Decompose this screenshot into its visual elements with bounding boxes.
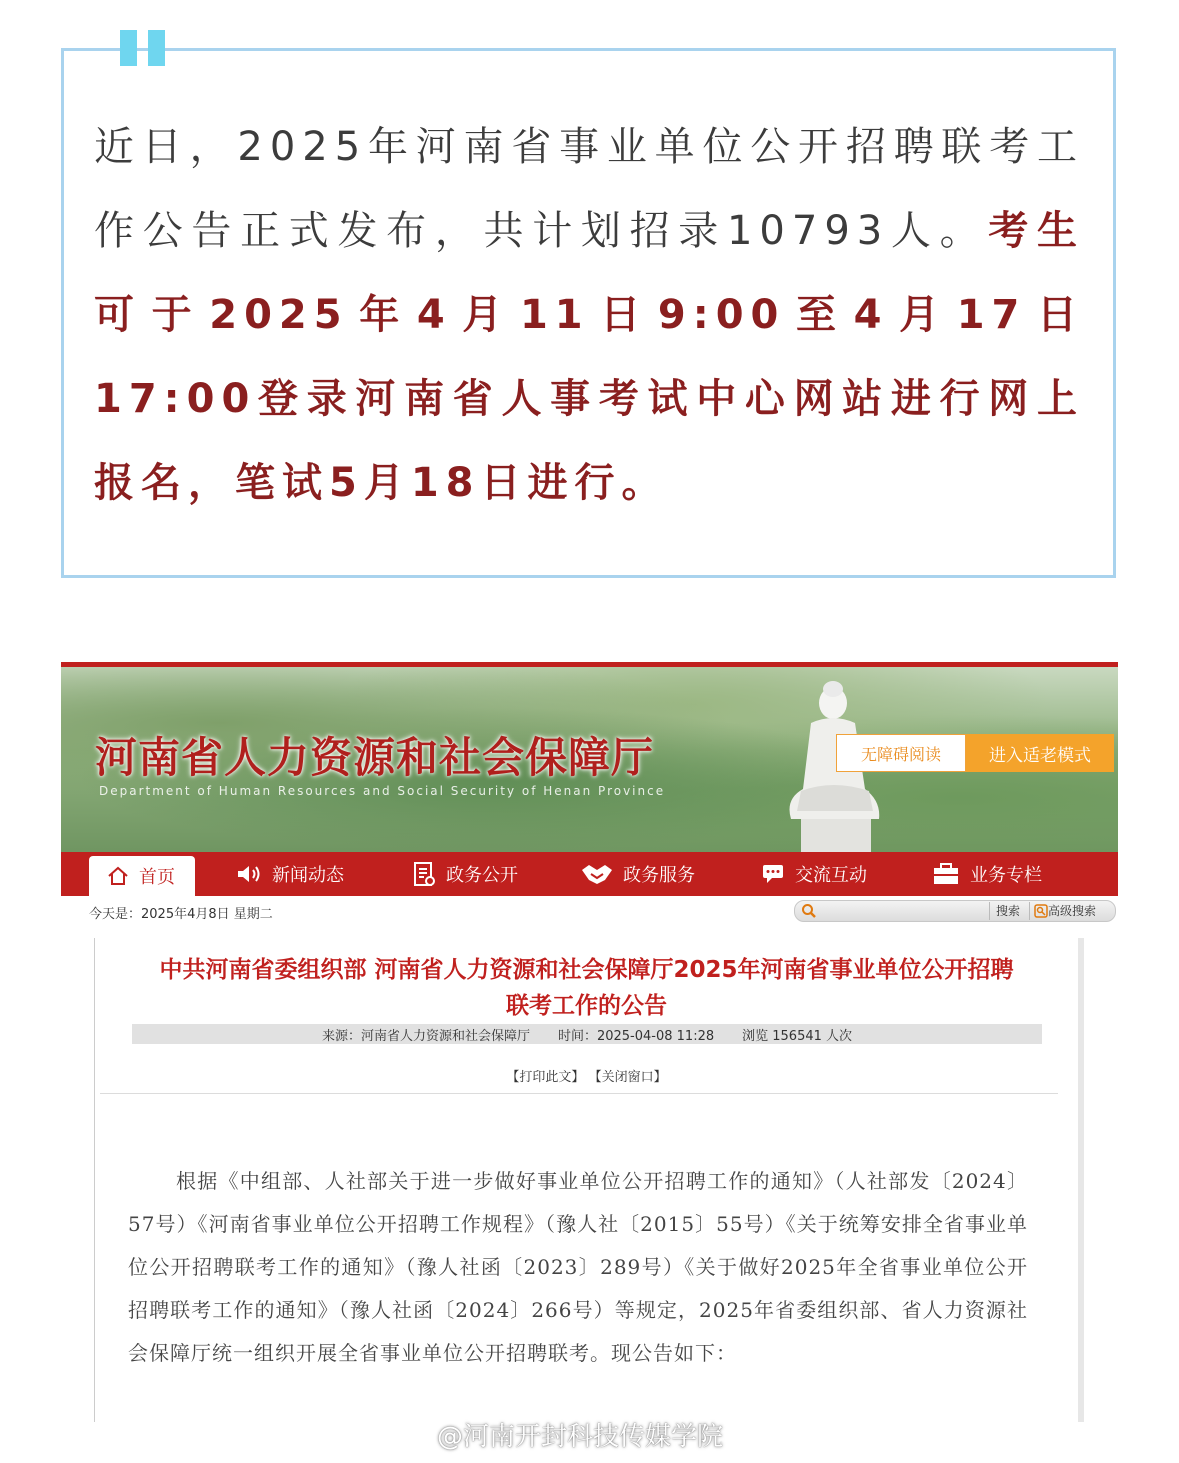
nav-item-government-services[interactable]	[581, 852, 695, 896]
intro-text-highlight: 考生可于2025年4月11日9:00至4月17日17:00登录河南省人事考试中心网站进行网上报名，笔试5月18日进行。	[94, 208, 1085, 506]
search-box[interactable]	[794, 900, 1116, 922]
article-body: 根据《中组部、人社部关于进一步做好事业单位公开招聘工作的通知》（人社部发〔2024〕57号）《河南省事业单位公开招聘工作规程》（豫人社〔2015〕55号）《关于统筹安排全省事业单位公开招聘联考工作的通知》（豫人社函〔2023〕289号）《关于做好2025年全省事业单位公开招聘联考工作的通知》（豫人社函〔2024〕266号）等规定，2025年省委组织部、省人力资源社会保障厅统一组织开展全省事业单位公开招聘联考。现公告如下：	[128, 1169, 1028, 1365]
nav-label-interaction: 交流互动	[795, 865, 867, 886]
quote-mark-icon	[120, 30, 166, 66]
document-icon	[412, 861, 436, 887]
accessible-reading-button[interactable]: 无障碍阅读	[836, 734, 966, 772]
handshake-icon	[581, 862, 613, 886]
chat-icon	[761, 863, 785, 885]
nav-item-news[interactable]	[236, 852, 344, 896]
print-links	[95, 1066, 1078, 1085]
close-window-link[interactable]: 【关闭窗口】	[588, 1070, 667, 1085]
home-icon	[107, 866, 129, 886]
nav-label-home: 首页	[139, 867, 175, 888]
article-source: 来源：河南省人力资源和社会保障厅	[321, 1028, 530, 1044]
print-link[interactable]: 【打印此文】	[506, 1070, 585, 1085]
advanced-search-icon	[1034, 904, 1048, 918]
watermark	[395, 1416, 723, 1453]
briefcase-icon	[932, 862, 960, 886]
article-title-line1: 中共河南省委组织部 河南省人力资源和社会保障厅2025年河南省事业单位公开招聘	[159, 957, 1014, 983]
article-meta	[132, 1024, 1042, 1044]
weibo-logo-icon	[395, 1420, 431, 1450]
article-time: 时间：2025-04-08 11:28	[557, 1028, 715, 1044]
site-subtitle: Department of Human Resources and Social Security of Henan Province	[99, 784, 666, 798]
main-nav	[61, 852, 1118, 896]
nav-item-interaction[interactable]	[761, 852, 867, 896]
elder-mode-button[interactable]: 进入适老模式	[966, 734, 1114, 772]
info-bar	[61, 896, 1118, 924]
watermark-text: @河南开封科技传媒学院	[437, 1422, 724, 1452]
nav-label-business-column: 业务专栏	[970, 865, 1042, 886]
search-button[interactable]: 搜索	[989, 902, 1020, 920]
today-date: 今天是：2025年4月8日 星期二	[89, 907, 273, 922]
article-title-line2: 联考工作的公告	[506, 993, 667, 1019]
article-title	[95, 952, 1078, 1024]
nav-label-news: 新闻动态	[272, 865, 344, 886]
nav-item-business-column[interactable]	[932, 852, 1042, 896]
search-icon	[801, 903, 817, 919]
article	[94, 938, 1084, 1422]
nav-item-home[interactable]	[89, 856, 195, 896]
nav-label-government-affairs: 政务公开	[446, 865, 518, 886]
site-banner	[61, 667, 1118, 854]
article-views: 浏览 156541 人次	[742, 1028, 853, 1044]
speaker-icon	[236, 864, 262, 884]
divider	[100, 1093, 1058, 1094]
intro-paragraph	[94, 105, 1084, 525]
advanced-search-button[interactable]	[1029, 902, 1096, 920]
site-title: 河南省人力资源和社会保障厅	[95, 733, 655, 782]
intro-text-normal: 近日，2025年河南省事业单位公开招聘联考工作公告正式发布，共计划招录10793人。	[94, 124, 1084, 254]
website-screenshot	[61, 662, 1118, 1422]
advanced-search-label: 高级搜索	[1048, 904, 1097, 918]
nav-label-government-services: 政务服务	[623, 865, 695, 886]
nav-item-government-affairs[interactable]	[412, 852, 518, 896]
